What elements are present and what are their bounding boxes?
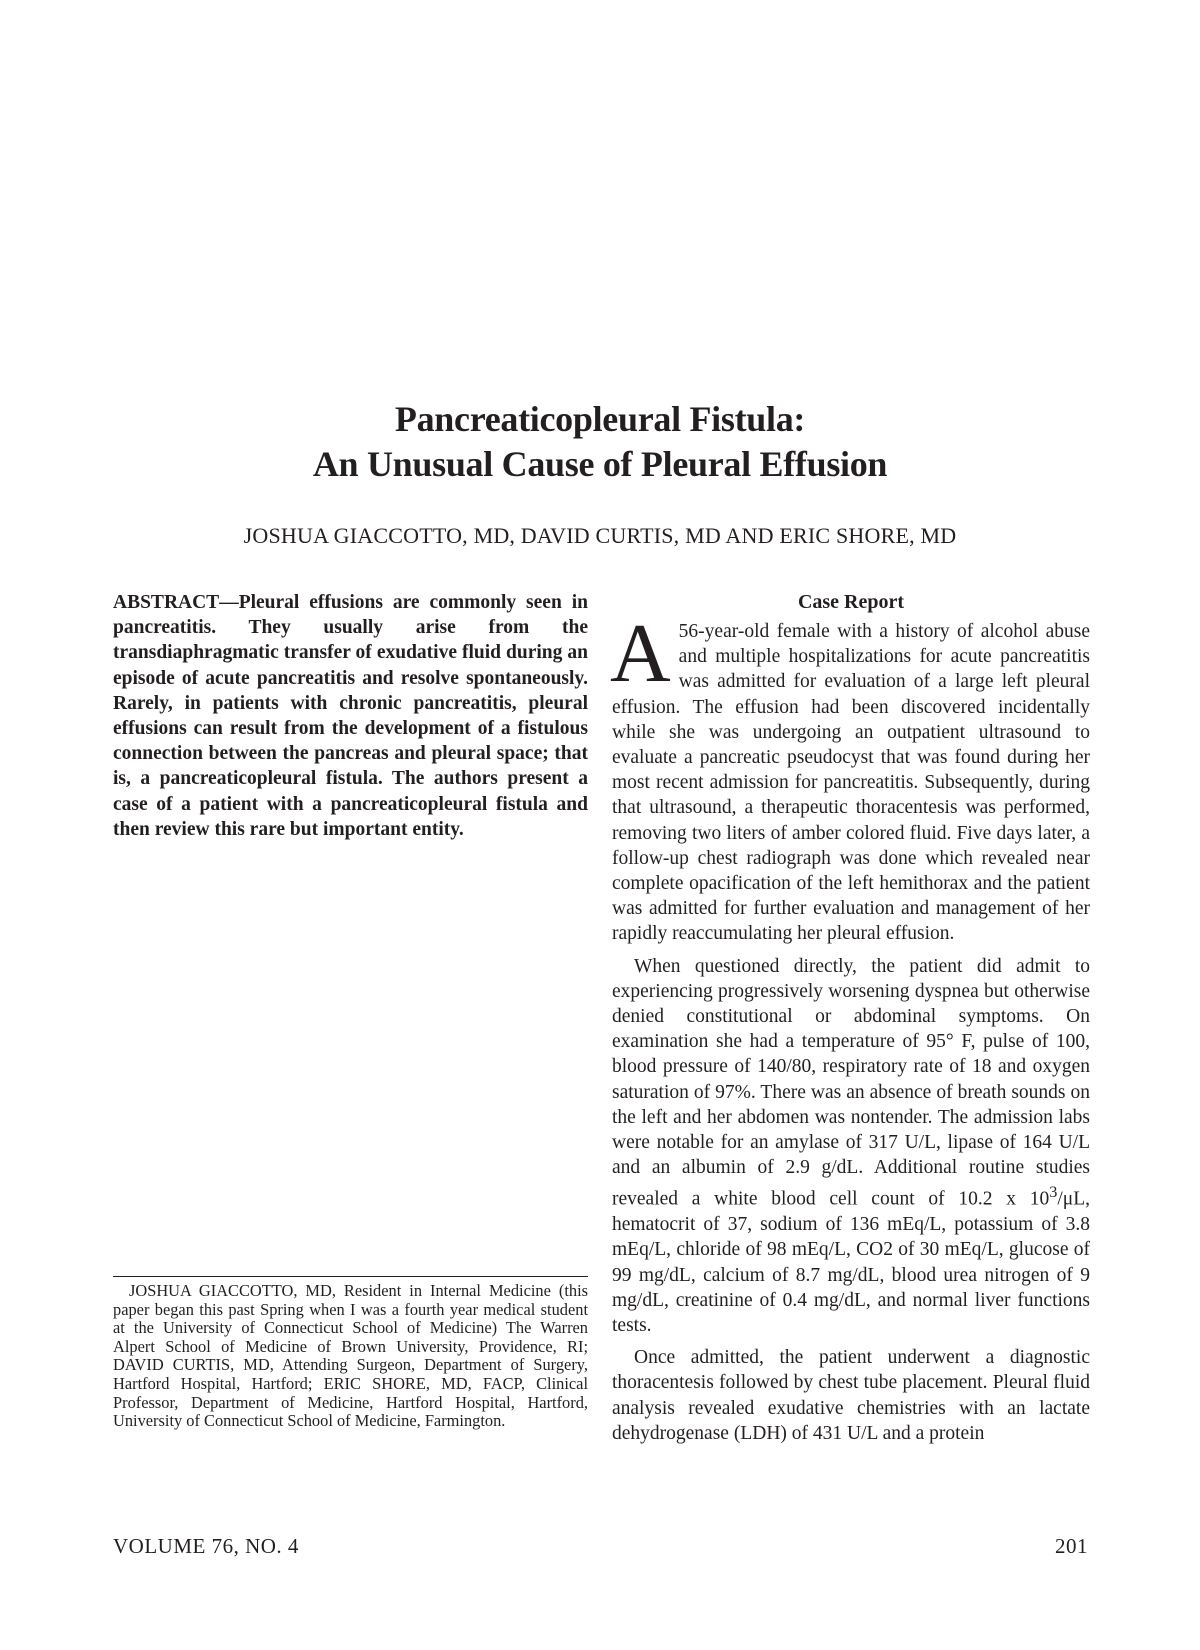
case-report-paragraph-2-text-b: /μL, hematocrit of 37, sodium of 136 mEq/L, potassium of 3.8 mEq/L, chloride of 98 mEq/L, CO2 of 30 mEq/L, glucose of 99 mg/dL, calcium of 8.7 mg/dL, blood urea nitrogen of 9 mg/dL, creatinine of 0.4 mg/dL, and normal liver functions tests.: [612, 1188, 1090, 1336]
case-report-heading: Case Report: [797, 591, 905, 613]
page-number: 201: [1055, 1534, 1088, 1558]
journal-volume: VOLUME 76, NO. 4: [113, 1534, 299, 1558]
abstract-text: ABSTRACT—Pleural effusions are commonly seen in pancreatitis. They usually arise from the transdiaphragmatic transfer of exudative fluid during an episode of acute pancreatitis and resolve spontaneously. Rarely, in patients with chronic pancreatitis, pleural effusions can result from the development of a fistulous connection between the pancreas and pleural space; that is, a pancreaticopleural fistula. The authors present a case of a patient with a pancreaticopleural fistula and then review this rare but important entity.: [113, 592, 588, 840]
footnote-divider: [113, 1276, 588, 1277]
article-title-line-2: An Unusual Cause of Pleural Effusion: [312, 444, 888, 484]
case-report-paragraph-1-text: 56-year-old female with a history of alcohol abuse and multiple hospitalizations for acute pancreatitis was admitted for evaluation of a large left pleural effusion. The effusion had been discovered incidentally while she was undergoing an outpatient ultrasound to evaluate a pancreatic pseudocyst that was found during her most recent admission for pancreatitis. Subsequently, during that ultrasound, a therapeutic thoracentesis was performed, removing two liters of amber colored fluid. Five days later, a follow-up chest radiograph was done which revealed near complete opacification of the left hemithorax and the patient was admitted for further evaluation and management of her rapidly reaccumulating her pleural effusion.: [612, 621, 1090, 945]
drop-cap-letter: A: [610, 607, 671, 700]
author-affiliations-footnote: JOSHUA GIACCOTTO, MD, Resident in Internal Medicine (this paper began this past Spring when I was a fourth year medical student at the University of Connecticut School of Medicine) The Warren Alpert School of Medicine of Brown University, Providence, RI; DAVID CURTIS, MD, Attending Surgeon, Department of Surgery, Hartford Hospital, Hartford; ERIC SHORE, MD, FACP, Clinical Professor, Department of Medicine, Hartford Hospital, Hartford, University of Connecticut School of Medicine, Farmington.: [113, 1281, 588, 1431]
case-report-paragraph-2: [612, 954, 1090, 1339]
case-report-paragraph-2-text-a: When questioned directly, the patient did admit to experiencing progressively worsening dyspnea but otherwise denied constitutional or abdominal symptoms. On examination she had a temperature of 95° F, pulse of 100, blood pressure of 140/80, respiratory rate of 18 and oxygen saturation of 97%. There was an absence of breath sounds on the left and her abdomen was nontender. The admission labs were notable for an amylase of 317 U/L, lipase of 164 U/L and an albumin of 2.9 g/dL. Additional routine studies revealed a white blood cell count of 10.2 x 10: [612, 955, 1090, 1210]
case-report-paragraph-1: [610, 607, 1090, 947]
case-report-paragraph-3: Once admitted, the patient underwent a diagnostic thoracentesis followed by chest tube placement. Pleural fluid analysis revealed exudative chemistries with an lactate dehydrogenase (LDH) of 431 U/L and a protein: [612, 1347, 1090, 1444]
exponent-superscript: 3: [1049, 1183, 1058, 1202]
left-column: [113, 590, 588, 842]
author-byline: JOSHUA GIACCOTTO, MD, DAVID CURTIS, MD AND ERIC SHORE, MD: [243, 523, 957, 548]
article-title: [0, 397, 1200, 487]
article-title-line-1: Pancreaticopleural Fistula:: [394, 399, 806, 439]
right-column: [612, 590, 1090, 1446]
